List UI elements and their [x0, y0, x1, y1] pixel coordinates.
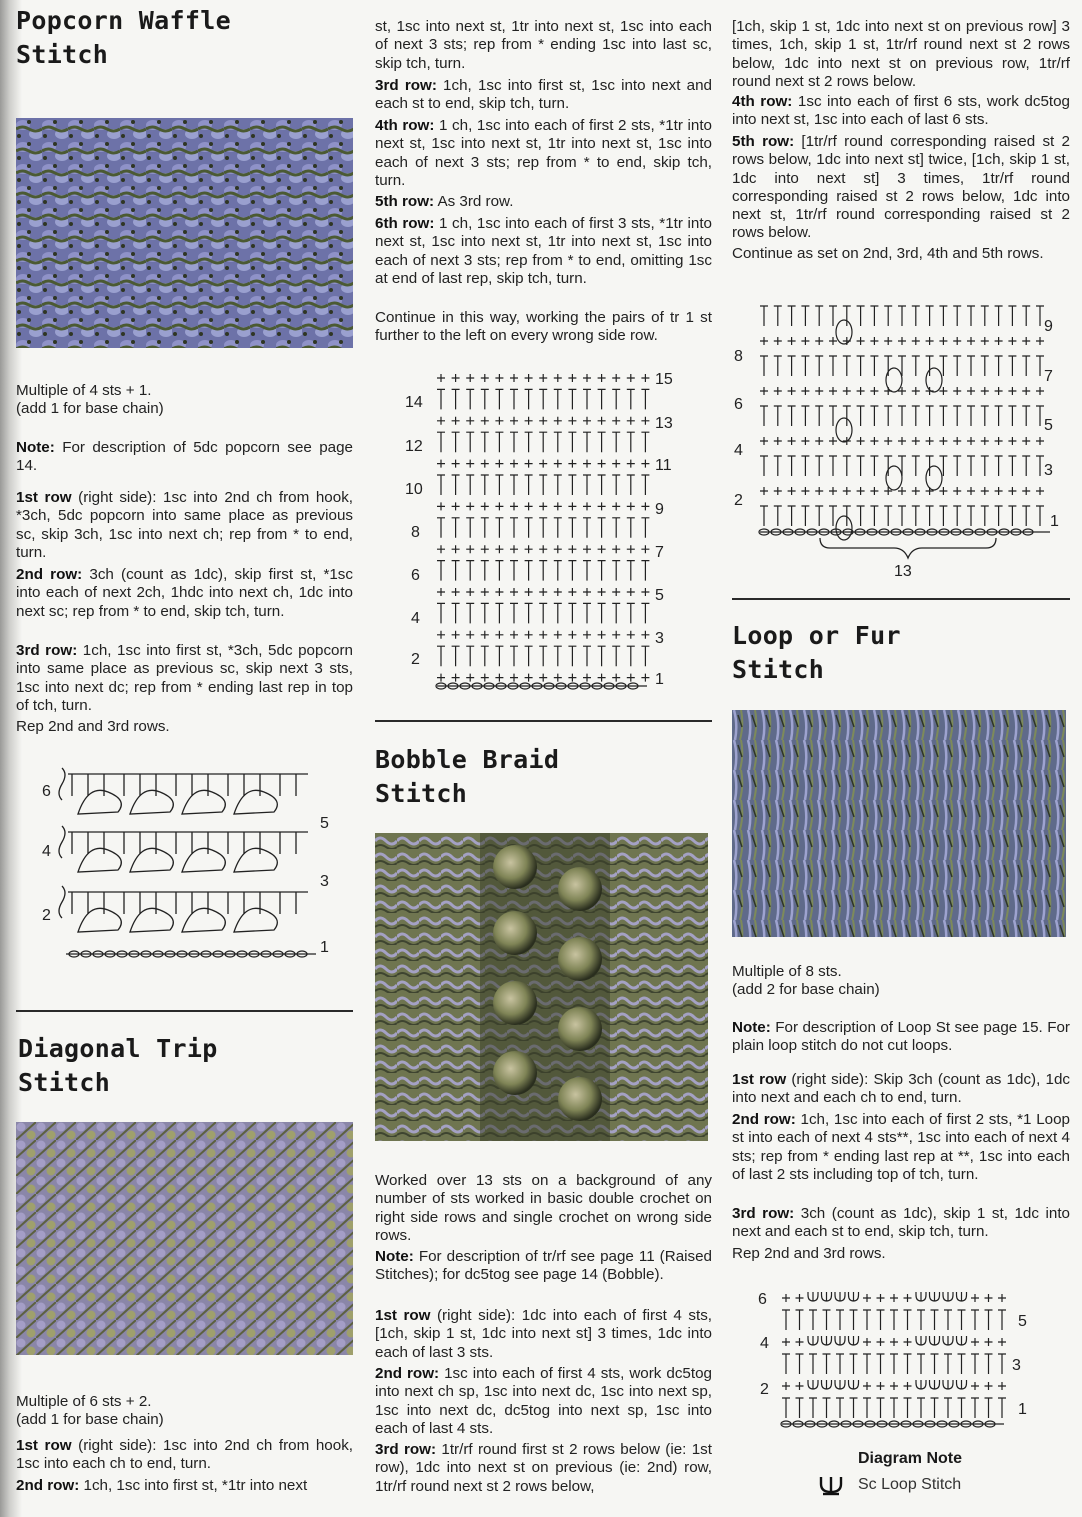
popcorn-row-band [59, 886, 308, 932]
stitch-row [782, 1354, 1006, 1374]
bobble-intro [375, 1172, 712, 1245]
bobble-row-5-text: [1tr/rf round corresponding raised st 2 rows below, 1dc into next st] twice, [1ch, skip 1 st, 1dc into next st] 3 times, 1tr/rf round corresponding raised st 2 rows below, 1dc into next st, 1tr/rf round corresponding raised st 2 rows below. [732, 133, 1070, 242]
sc-row [437, 417, 649, 425]
popcorn-multiple-text: Multiple of 4 sts + 1. [16, 382, 152, 399]
stitch-row [760, 406, 1044, 426]
diagonal-heading [18, 1032, 218, 1100]
popcorn-row-1 [16, 489, 353, 562]
loop-row-number-right: 5 [1018, 1313, 1027, 1330]
bobble-row-3-continued [732, 18, 1070, 91]
bobble-row-3-label: 3rd row: [375, 1441, 437, 1458]
bobble-repeat-brace [820, 538, 996, 558]
diagonal-row-number-right: 9 [655, 501, 664, 518]
diagonal-row-5-text: As 3rd row. [434, 193, 514, 210]
popcorn-row-number-right: 3 [320, 873, 329, 890]
bobble-title-line1: Bobble Braid [375, 745, 560, 774]
base-chain [759, 529, 1050, 535]
loop-row-number-left: 4 [760, 1335, 769, 1352]
loop-base-chain-text: (add 2 for base chain) [732, 981, 880, 999]
diagonal-row-number-left: 2 [411, 651, 420, 668]
loop-row-number-left: 2 [760, 1381, 769, 1398]
bobble-row-1-label: 1st row [375, 1307, 431, 1324]
diagonal-row-5-label: 5th row: [375, 193, 435, 210]
bobble-row-1 [375, 1307, 712, 1362]
popcorn-row-2-label: 2nd row: [16, 566, 83, 583]
bobble-row-number-left: 8 [734, 348, 743, 365]
loop-chart-diagram [756, 1284, 1036, 1434]
loop-row-number-right: 1 [1018, 1401, 1027, 1418]
popcorn-base-chain [66, 951, 316, 957]
popcorn-title-line2: Stitch [16, 40, 109, 69]
bobble-row-number-right: 9 [1044, 318, 1053, 335]
diagonal-title-line1: Diagonal Trip [18, 1034, 218, 1063]
loop-title-line2: Stitch [732, 655, 825, 684]
bobble-row-number-left: 4 [734, 442, 743, 459]
popcorn-base-chain-text: (add 1 for base chain) [16, 400, 164, 418]
diagonal-row-6-text: 1 ch, 1sc into each of first 3 sts, *1tr into next st, 1sc into next st, 1tr into next st, 1sc into each of next 3 sts; rep from * to end, omitting 1sc at end of last rep, skip tch, turn. [375, 215, 712, 287]
popcorn-repeat [16, 718, 353, 736]
diagonal-row-3-text: 1ch, 1sc into first st, 1sc into next and each st to end, skip tch, turn. [375, 77, 712, 113]
diagonal-row-number-left: 4 [411, 610, 420, 627]
diagonal-title-line2: Stitch [18, 1068, 111, 1097]
bobble-symbol [836, 320, 942, 540]
bobble-row-4-label: 4th row: [732, 93, 793, 110]
bobble-row-3-text: 1tr/rf round first st 2 rows below (ie: 1st row), 1dc into next st on previous (ie: 2nd) row, 1tr/rf round next st 2 rows below, [375, 1441, 712, 1495]
stitch-row [782, 1398, 1006, 1418]
bobble-continue [732, 245, 1070, 263]
dc-row [437, 432, 649, 452]
diagram-note-title: Diagram Note [858, 1450, 963, 1467]
diagonal-row-number-left: 14 [405, 394, 423, 411]
dc-row [437, 646, 649, 666]
diagonal-row-number-right: 15 [655, 371, 673, 388]
diagonal-row-4-text: 1 ch, 1sc into each of first 2 sts, *1tr into next st, 1sc into next st, 1tr into next st, 1sc into each of next 3 sts; rep from * to end, skip tch, turn. [375, 117, 712, 189]
diagonal-row-2-text: 1ch, 1sc into first st, *1tr into next [79, 1477, 308, 1494]
popcorn-heading [16, 4, 231, 72]
sc-row [437, 545, 649, 553]
stitch-row [782, 1336, 1006, 1346]
bobble-row-3-continued-text: [1ch, skip 1 st, 1dc into next st on previous row] 3 times, 1ch, skip 1 st, 1tr/rf round next st 2 rows below, 1dc into next st on previous row, 1tr/rf round next st 2 rows below. [732, 18, 1070, 90]
sc-row [437, 502, 649, 510]
section-divider [732, 598, 1070, 600]
bobble-row-number-right: 5 [1044, 417, 1053, 434]
loop-multiple [732, 963, 1070, 1000]
bobble-row-4-text: 1sc into each of first 6 sts, work dc5tog into next st, 1sc into each of last 6 sts. [732, 93, 1071, 129]
diagonal-row-2-label: 2nd row: [16, 1477, 80, 1494]
section-divider [375, 720, 712, 722]
loop-swatch-photo [732, 710, 1066, 937]
popcorn-row-2-text: 3ch (count as 1dc), skip first st, *1sc into each of next 2ch, 1hdc into next ch, 1dc into next sc; rep from * to end, skip tch, turn. [16, 566, 353, 620]
bobble-note-label: Note: [375, 1248, 414, 1265]
popcorn-note-label: Note: [16, 439, 55, 456]
bobble-intro-text: Worked over 13 sts on a background of any number of sts worked in basic double crochet on right side rows and single crochet on wrong side rows. [375, 1172, 712, 1244]
popcorn-row-3-text: 1ch, 1sc into first st, *3ch, 5dc popcorn into same place as previous sc, skip next 3 sts, 1sc into next dc; rep from * ending last rep in top of tch, turn. [16, 642, 353, 714]
bobble-row-4 [732, 93, 1070, 130]
popcorn-row-number-right: 5 [320, 815, 329, 832]
base-chain [781, 1421, 1004, 1427]
diagonal-row-number-left: 8 [411, 524, 420, 541]
bobble-row-1-text: (right side): 1dc into each of first 4 sts, [1ch, skip 1 st, 1dc into next st] 3 times, 1dc into each of last 3 sts. [375, 1307, 713, 1361]
popcorn-chart-diagram [38, 764, 348, 969]
loop-row-1 [732, 1071, 1070, 1108]
bobble-row-5 [732, 133, 1070, 243]
diagonal-continue [375, 309, 712, 346]
sc-loop-stitch-icon [818, 1474, 844, 1496]
diagonal-row-2 [16, 1477, 353, 1495]
base-chain [436, 683, 647, 689]
bobble-continue-text: Continue as set on 2nd, 3rd, 4th and 5th rows. [732, 245, 1044, 262]
diagonal-row-2-continued-text: st, 1sc into next st, 1tr into next st, 1sc into each of next 3 sts; rep from * ending 1sc into last sc, skip tch, turn. [375, 18, 712, 72]
popcorn-row-3 [16, 642, 353, 715]
stitch-row [760, 306, 1044, 326]
section-divider [16, 1010, 353, 1012]
diagonal-row-1-text: (right side): 1sc into 2nd ch from hook, 1sc into each ch to end, turn. [16, 1437, 354, 1473]
diagonal-continue-text: Continue in this way, working the pairs of tr 1 st further to the left on every wrong side row. [375, 309, 712, 345]
loop-repeat [732, 1245, 1070, 1263]
loop-repeat-text: Rep 2nd and 3rd rows. [732, 1245, 886, 1262]
stitch-row [782, 1292, 1006, 1302]
popcorn-repeat-text: Rep 2nd and 3rd rows. [16, 718, 170, 735]
stitch-row [760, 387, 1044, 395]
loop-note-text: For description of Loop St see page 15. For plain loop stitch do not cut loops. [732, 1019, 1070, 1055]
diagonal-row-4 [375, 117, 712, 190]
stitch-row [760, 356, 1044, 376]
diagonal-row-6 [375, 215, 712, 288]
sc-row [437, 588, 649, 596]
popcorn-note [16, 439, 353, 476]
diagonal-row-number-right: 1 [655, 671, 664, 688]
diagonal-row-1-label: 1st row [16, 1437, 72, 1454]
loop-row-3-text: 3ch (count as 1dc), skip 1 st, 1dc into next and each st to end, skip tch, turn. [732, 1205, 1070, 1241]
diagonal-row-4-label: 4th row: [375, 117, 435, 134]
popcorn-row-1-text: (right side): 1sc into 2nd ch from hook, *3ch, 5dc popcorn into same place as previous sc, skip 3ch, 1sc into next ch; rep from * to end, turn. [16, 489, 354, 561]
sc-row [437, 374, 649, 382]
popcorn-row-number-left: 6 [42, 783, 51, 800]
loop-row-3-label: 3rd row: [732, 1205, 795, 1222]
popcorn-row-band [59, 768, 308, 814]
bobble-row-number-right: 3 [1044, 462, 1053, 479]
bobble-row-number-left: 6 [734, 396, 743, 413]
bobble-note-text: For description of tr/rf see page 11 (Raised Stitches); for dc5tog see page 14 (Bobble). [375, 1248, 712, 1284]
bobble-row-2-label: 2nd row: [375, 1365, 440, 1382]
diagonal-row-number-right: 3 [655, 630, 664, 647]
stitch-row [760, 437, 1044, 445]
popcorn-row-3-label: 3rd row: [16, 642, 78, 659]
dc-row [437, 475, 649, 495]
sc-row [437, 460, 649, 468]
diagonal-multiple [16, 1393, 353, 1430]
diagonal-row-number-left: 12 [405, 438, 423, 455]
diagonal-row-number-left: 6 [411, 567, 420, 584]
diagonal-swatch-photo [16, 1122, 353, 1355]
diagonal-row-1 [16, 1437, 353, 1474]
bobble-note [375, 1248, 712, 1285]
loop-row-number-right: 3 [1012, 1357, 1021, 1374]
stitch-row [760, 337, 1044, 345]
stitch-row [760, 456, 1044, 476]
diagonal-row-3-label: 3rd row: [375, 77, 437, 94]
diagonal-row-number-right: 13 [655, 415, 673, 432]
loop-row-2-label: 2nd row: [732, 1111, 796, 1128]
stitch-row [782, 1310, 1006, 1330]
diagonal-row-number-right: 11 [655, 457, 672, 474]
sc-row [437, 674, 649, 682]
diagonal-chart-diagram [401, 364, 691, 696]
bobble-heading [375, 743, 559, 811]
loop-note-label: Note: [732, 1019, 771, 1036]
dc-row [437, 561, 649, 581]
dc-row [437, 518, 649, 538]
bobble-row-number-right: 1 [1050, 513, 1059, 530]
popcorn-row-2 [16, 566, 353, 621]
bobble-title-line2: Stitch [375, 779, 468, 808]
stitch-row [760, 487, 1044, 495]
stitch-row [782, 1380, 1006, 1390]
diagonal-multiple-text: Multiple of 6 sts + 2. [16, 1393, 152, 1410]
popcorn-row-band [59, 826, 308, 872]
popcorn-row-1-label: 1st row [16, 489, 72, 506]
dc-row [437, 389, 649, 409]
bobble-row-number-right: 7 [1044, 368, 1053, 385]
popcorn-title-line1: Popcorn Waffle [16, 6, 231, 35]
popcorn-multiple [16, 382, 353, 419]
diagonal-row-2-continued [375, 18, 712, 73]
diagonal-row-5 [375, 193, 712, 211]
popcorn-row-number-right: 1 [320, 939, 329, 956]
loop-row-1-text: (right side): Skip 3ch (count as 1dc), 1dc into next and each ch to end, turn. [732, 1071, 1071, 1107]
diagonal-row-6-label: 6th row: [375, 215, 435, 232]
bobble-chart-diagram [734, 302, 1070, 584]
loop-note [732, 1019, 1070, 1056]
diagonal-row-number-right: 5 [655, 587, 664, 604]
dc-row [437, 603, 649, 623]
bobble-row-number-left: 2 [734, 492, 743, 509]
bobble-row-2 [375, 1365, 712, 1438]
loop-row-number-left: 6 [758, 1291, 767, 1308]
loop-heading [732, 619, 901, 687]
popcorn-note-text: For description of 5dc popcorn see page 14. [16, 439, 353, 475]
bobble-swatch-photo [375, 833, 708, 1141]
loop-multiple-text: Multiple of 8 sts. [732, 963, 842, 980]
diagonal-row-3 [375, 77, 712, 114]
loop-row-3 [732, 1205, 1070, 1242]
bobble-repeat-label: 13 [894, 563, 912, 580]
loop-row-2-text: 1ch, 1sc into each of first 2 sts, *1 Loop st into each of next 4 sts**, 1sc into each of next 4 sts; rep from * ending last rep at **, 1sc into each of last 2 sts including top of tch, turn. [732, 1111, 1070, 1183]
loop-title-line1: Loop or Fur [732, 621, 901, 650]
bobble-row-3 [375, 1441, 712, 1496]
bobble-row-2-text: 1sc into each of first 4 sts, work dc5tog into next ch sp, 1sc into next dc, 1sc into next sp, 1sc into next dc, dc5tog into next sp, 1sc into each of last 4 sts. [375, 1365, 712, 1437]
loop-row-1-label: 1st row [732, 1071, 787, 1088]
popcorn-row-number-left: 4 [42, 843, 51, 860]
bobble-row-5-label: 5th row: [732, 133, 795, 150]
diagonal-base-chain-text: (add 1 for base chain) [16, 1411, 164, 1429]
loop-row-2 [732, 1111, 1070, 1184]
popcorn-swatch-photo [16, 118, 353, 348]
diagram-note-legend: Sc Loop Stitch [858, 1476, 962, 1493]
diagonal-row-number-right: 7 [655, 544, 664, 561]
stitch-row [760, 506, 1044, 526]
sc-row [437, 631, 649, 639]
diagonal-row-number-left: 10 [405, 481, 423, 498]
popcorn-row-number-left: 2 [42, 907, 51, 924]
